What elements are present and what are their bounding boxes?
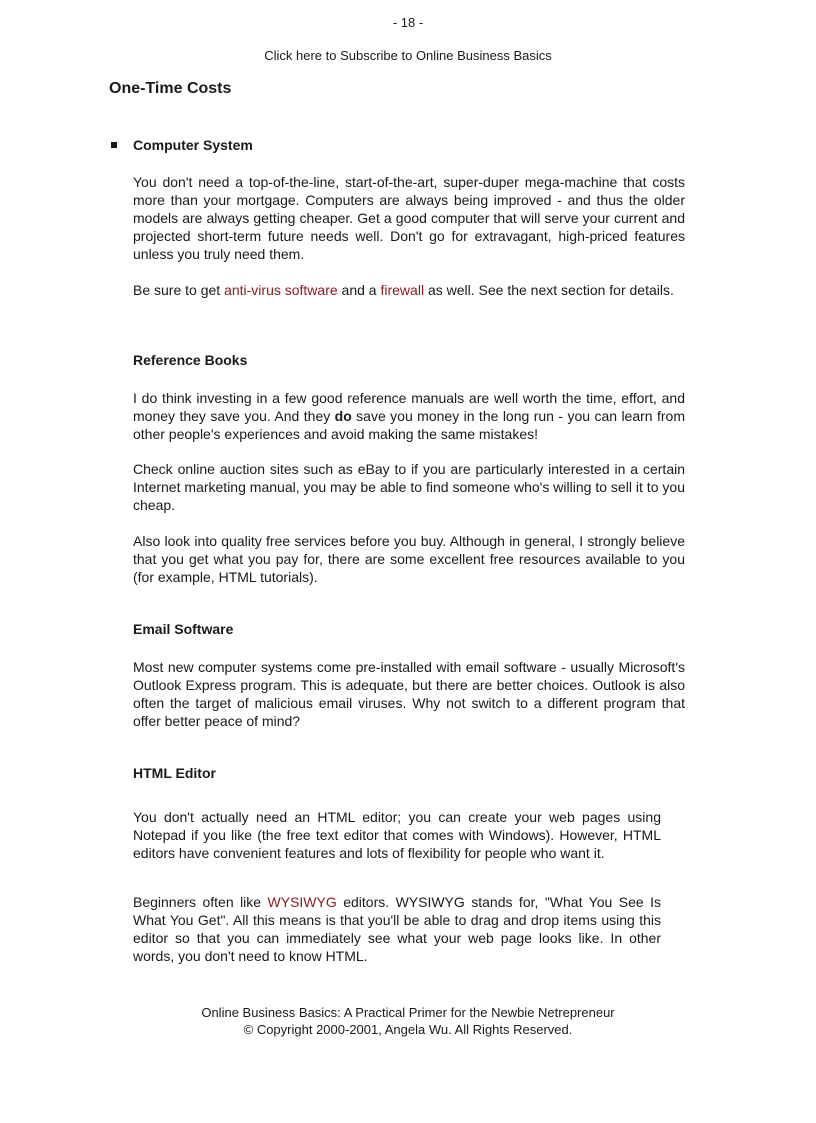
computer-system-heading: Computer System: [133, 137, 253, 153]
text-run: editors. WYSIWYG stands for, "What You See Is What You Get". All this means is that you'll be able to drag and drop items using this editor so that you can immediately see what your web page looks like. In other words, you don't need to know HTML.: [133, 894, 661, 964]
computer-system-paragraph-1: You don't need a top-of-the-line, start-of-the-art, super-duper mega-machine that costs more than your mortgage. Computers are always being improved - and thus the older models are always getting cheaper. Get a good computer that will serve your current and projected short-term future needs well. Don't go for extravagant, high-priced features unless you truly need them.: [133, 174, 685, 262]
anti-virus-software-link[interactable]: anti-virus software: [224, 282, 338, 298]
square-bullet-icon: [111, 142, 117, 148]
html-editor-paragraph-1: You don't actually need an HTML editor; you can create your web pages using Notepad if you like (the free text editor that comes with Windows). However, HTML editors have convenient features and lots of flexibility for people who want it.: [133, 809, 661, 861]
html-editor-paragraph-2: [133, 893, 661, 965]
reference-books-paragraph-2: Check online auction sites such as eBay to if you are particularly interested in a certain Internet marketing manual, you may be able to find someone who's willing to sell it to you cheap.: [133, 461, 685, 513]
reference-books-paragraph-3: Also look into quality free services before you buy. Although in general, I strongly believe that you get what you pay for, there are some excellent free resources available to you (for example, HTML tutorials).: [133, 533, 685, 585]
reference-books-heading: Reference Books: [133, 352, 248, 368]
emphasis-text: do: [334, 408, 352, 424]
text-run: Be sure to get: [133, 282, 225, 298]
text-run: as well. See the next section for details.: [424, 282, 674, 298]
text-run: save you money in the long run - you can learn from other people's experiences and avoid making the same mistakes!: [133, 408, 685, 442]
page-number: - 18 -: [392, 15, 424, 30]
email-software-heading: Email Software: [133, 621, 234, 637]
computer-system-paragraph-2: [133, 281, 685, 299]
section-title: One-Time Costs: [109, 80, 232, 97]
footer-title: Online Business Basics: A Practical Primer for the Newbie Netrepreneur: [201, 1005, 615, 1020]
html-editor-heading: HTML Editor: [133, 765, 216, 781]
footer-copyright: © Copyright 2000-2001, Angela Wu. All Rights Reserved.: [243, 1022, 573, 1037]
text-run: I do think investing in a few good reference manuals are well worth the time, effort, and money they save you. And they: [133, 390, 685, 424]
text-run: and a: [337, 282, 381, 298]
firewall-link[interactable]: firewall: [380, 282, 425, 298]
subscribe-link[interactable]: Click here to Subscribe to Online Business Basics: [264, 48, 552, 63]
email-software-paragraph: Most new computer systems come pre-installed with email software - usually Microsoft's Outlook Express program. This is adequate, but there are better choices. Outlook is also often the target of malicious email viruses. Why not switch to a different program that offer better peace of mind?: [133, 659, 685, 729]
text-run: Beginners often like: [133, 894, 268, 910]
reference-books-paragraph-1: [133, 389, 685, 443]
wysiwyg-link[interactable]: WYSIWYG: [267, 894, 337, 910]
